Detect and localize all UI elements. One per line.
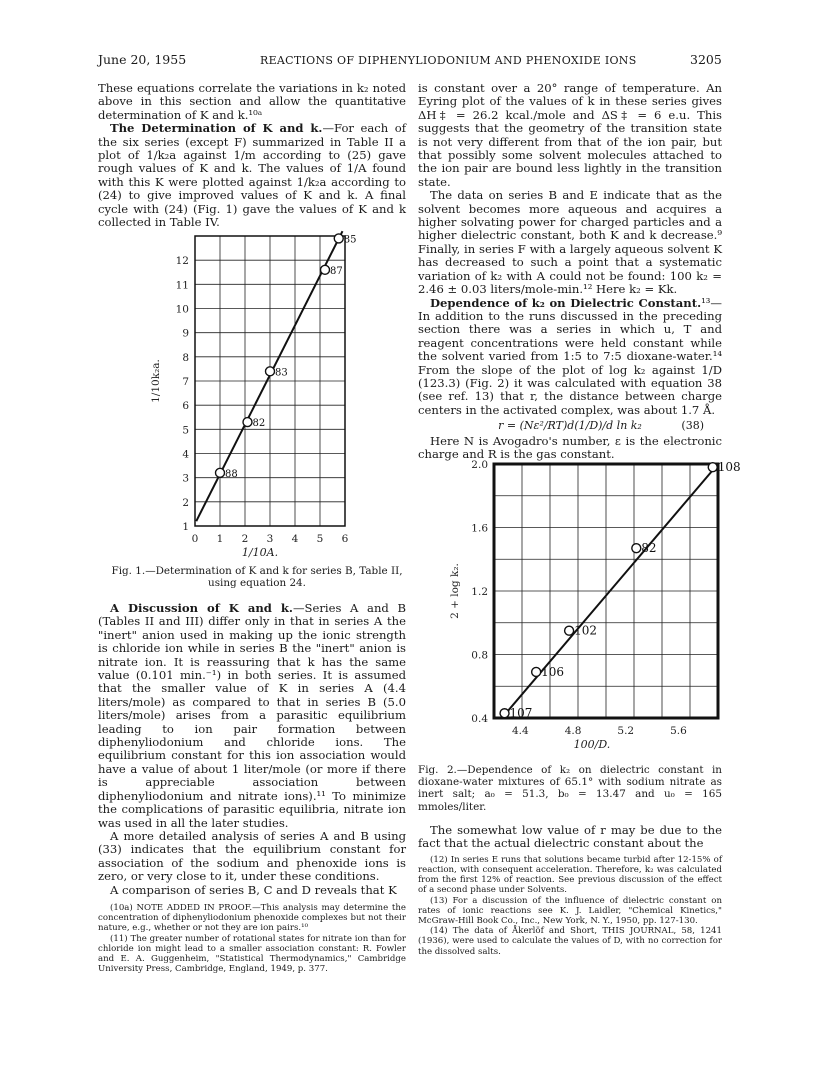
paragraph: Dependence of k₂ on Dielectric Constant.¹³—In addition to the runs discussed in the preceding section there was a series in which u, T and reagent concentrations were held constant while the solvent varied from 1:5 to 7:5 dioxane-water.¹⁴ From the slope of the plot of log k₂ against 1/D (123.3) (Fig. 2) it was calculated with equation 38 (see ref. 13) that r, the distance between charge centers in the activated complex, was about 1.7 Å. [418,295,722,417]
equation-number: (38) [681,419,704,433]
right-column-bottom [418,824,722,957]
x-tick-label: 1 [216,533,224,545]
x-tick-label: 3 [266,533,274,545]
figure-1-caption: Fig. 1.—Determination of K and k for series B, Table II, using equation 24. [111,565,403,590]
y-tick-label: 6 [182,400,189,413]
section-heading: A Discussion of K and k. [110,601,293,615]
running-header-date: June 20, 1955 [98,52,187,67]
x-tick-label: 5 [316,533,324,545]
y-tick-label: 1.2 [471,586,488,598]
paragraph: Here N is Avogadro's number, ε is the electronic charge and R is the gas constant. [418,433,722,461]
y-tick-label: 3 [182,472,189,485]
x-tick-label: 5.6 [670,725,687,737]
data-point-label: 85 [343,234,357,246]
y-tick-label: 1.6 [471,522,488,535]
paragraph: These equations correlate the variations in k₂ noted above in this section and allow the quantitative determination of K and k.¹⁰ᵃ [98,81,406,122]
figure-1-plot [105,230,405,582]
data-point-label: 107 [509,706,533,721]
y-tick-label: 2 [182,496,189,509]
data-point-label: 108 [717,460,741,475]
x-tick-label: 4.8 [564,725,582,737]
y-axis-label: 1/10k₂a. [150,359,162,403]
y-tick-label: 2.0 [471,459,488,471]
x-tick-label: 0 [191,533,199,545]
data-point-label: 88 [225,468,238,480]
y-tick-label: 0.8 [471,649,488,662]
data-point [266,367,275,376]
data-point-label: 83 [275,367,288,379]
running-header-title: REACTIONS OF DIPHENYLIODONIUM AND PHENOXIDE IONS [260,54,637,67]
data-point [321,265,330,274]
figure-2-caption: Fig. 2.—Dependence of k₂ on dielectric constant in dioxane-water mixtures of 65.1° with sodium nitrate as inert salt; a₀ = 51.3, b₀ = 13.47 and u₀ = 165 mmoles/liter. [418,764,722,813]
page-number: 3205 [690,52,722,67]
data-point-label: 87 [330,265,343,277]
y-tick-label: 7 [182,376,189,388]
paragraph: The somewhat low value of r may be due to the fact that the actual dielectric constant about the [418,823,722,851]
footnote: (12) In series E runs that solutions became turbid after 12-15% of reaction, with consequent acceleration. Therefore, k₂ was calculated from the first 12% of reaction. See previous discussion of the effect of a second phase under Solvents. [418,854,722,896]
y-tick-label: 11 [175,279,189,292]
data-point [632,544,641,553]
figure-2-plot [438,450,741,758]
y-tick-label: 1 [182,521,189,533]
x-axis-label: 100/D. [573,738,611,751]
x-tick-label: 4 [291,533,299,545]
left-column-bottom [98,602,406,974]
data-point-label: 102 [574,623,598,638]
x-tick-label: 2 [241,533,249,545]
footnote: (14) The data of Åkerlöf and Short, THIS JOURNAL, 58, 1241 (1936), were used to calculate the values of D, with no correction for the dissolved salts. [418,926,722,957]
equation-38: r = (Nε²/RT)d(1/D)/d ln k₂ (38) [498,419,704,433]
data-point [708,463,717,472]
data-point [565,626,574,635]
y-tick-label: 0.4 [471,713,488,725]
data-point [243,418,252,427]
right-column-top [418,82,722,461]
x-tick-label: 6 [341,533,349,545]
x-tick-label: 5.2 [617,725,635,737]
section-heading: The Determination of K and k. [110,121,323,136]
left-column-top [98,82,406,229]
paragraph: A comparison of series B, C and D reveals that K [110,882,397,897]
x-tick-label: 4.4 [512,725,529,737]
data-point [532,667,541,676]
y-tick-label: 12 [175,255,189,268]
paragraph: The data on series B and E indicate that as the solvent becomes more aqueous and acquires a higher solvating power for charged particles and a higher dielectric constant, both K and k decrease.⁹ Finally, in series F with a largely aqueous solvent K has decreased to such a point that a systematic variation of k₂ with A could not be found: 100 k₂ = 2.46 ± 0.03 liters/mole-min.¹² Here k₂ = Kk. [418,188,722,297]
paragraph: is constant over a 20° range of temperature. An Eyring plot of the values of k in these series gives ΔH‡ = 26.2 kcal./mole and ΔS‡ = 6 e.u. This suggests that the geometry of the transition state is not very different from that of the ion pair, but that possibly some solvent molecules attached to the ion pair are bound less lightly in the transition state. [418,81,722,189]
y-tick-label: 8 [182,351,189,364]
data-point [216,468,225,477]
paragraph: A Discussion of K and k.—Series A and B (Tables II and III) differ only in that in series A the "inert" anion used in making up the ionic strength is chloride ion while in series B the "inert" anion is nitrate ion. It is reassuring that k has the same value (0.101 min.⁻¹) in both series. It is assumed that the smaller value of K in series A (4.4 liters/mole) as compared to that in series B (5.0 liters/mole) arises from a parasitic equilibrium leading to ion pair formation between diphenyliodonium and chloride ions. The equilibrium constant for this ion association would have a value of about 1 liter/mole (or more if there is appreciable association between diphenyliodonium and nitrate ions).¹¹ To minimize the complications of parasitic equilibria, nitrate ion was used in all the later studies. [98,601,406,830]
footnote: (10a) NOTE ADDED IN PROOF.—This analysis may determine the concentration of diphenyliodonium phenoxide complexes but not their nature, e.g., whether or not they are ion pairs.¹⁰ [98,902,406,934]
y-axis-label: 2 + log k₂. [449,563,461,619]
y-tick-label: 9 [182,327,189,340]
data-point [334,234,343,243]
y-tick-label: 5 [182,424,189,437]
x-axis-label: 1/10A. [241,546,279,559]
paragraph: A more detailed analysis of series A and B using (33) indicates that the equilibrium constant for association of the sodium and phenoxide ions is zero, or very close to it, under these conditions. [98,828,406,884]
data-point-label: 82 [252,418,266,430]
data-point-label: 82 [641,541,657,556]
footnote: (11) The greater number of rotational states for nitrate ion than for chloride ion might lead to a smaller association constant: R. Fowler and E. A. Guggenheim, "Statistical Thermodynamics," Cambridge University Press, Cambridge, England, 1949, p. 377. [98,933,406,975]
y-tick-label: 4 [182,448,189,461]
y-tick-label: 10 [175,303,189,316]
section-heading: Dependence of k₂ on Dielectric Constant. [430,295,702,310]
paragraph: The Determination of K and k.—For each of the six series (except F) summarized in Table II a plot of 1/k₂a against 1/m according to (25) gave rough values of K and k. The values of 1/A found with this K were plotted against 1/k₂a according to (24) to give improved values of K and k. A final cycle with (24) (Fig. 1) gave the values of K and k collected in Table IV. [98,121,406,230]
data-point [500,709,509,718]
data-point-label: 106 [541,664,565,679]
footnote: (13) For a discussion of the influence of dielectric constant on rates of ionic reactions see K. J. Laidler, "Chemical Kinetics," McGraw-Hill Book Co., Inc., New York, N. Y., 1950, pp. 127-130. [418,895,722,927]
